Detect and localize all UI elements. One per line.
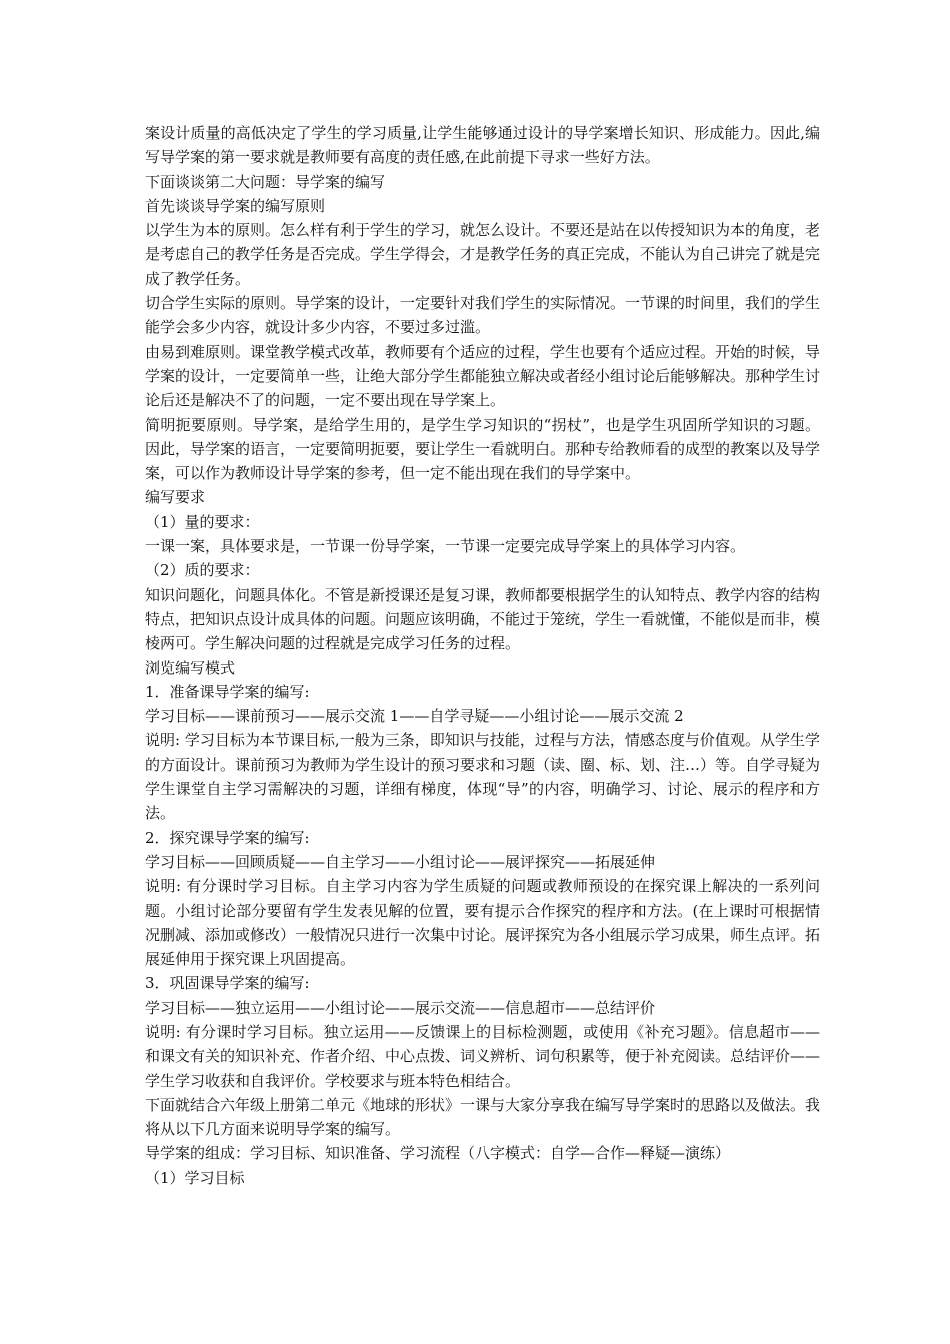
- paragraph: 说明: 有分课时学习目标。自主学习内容为学生质疑的问题或教师预设的在探究课上解决的一系列问题。小组讨论部分要留有学生发表见解的位置，要有提示合作探究的程序和方法。(在上课时可根据情况删减、添加或修改）一般情况只进行一次集中讨论。展评探究为各小组展示学习成果，师生点评。拓展延伸用于探究课上巩固提高。: [145, 877, 821, 969]
- paragraph: 以学生为本的原则。怎么样有利于学生的学习，就怎么设计。不要还是站在以传授知识为本的角度，老是考虑自己的教学任务是否完成。学生学得会，才是教学任务的真正完成，不能认为自己讲完了就是完成了教学任务。: [145, 221, 821, 288]
- list-item: （2）质的要求：: [145, 561, 260, 580]
- section-heading: 编写要求: [145, 488, 206, 507]
- paragraph: 知识问题化，问题具体化。不管是新授课还是复习课，教师都要根据学生的认知特点、教学内容的结构特点，把知识点设计成具体的问题。问题应该明确，不能过于笼统，学生一看就懂，不能似是而非，模棱两可。学生解决问题的过程就是完成学习任务的过程。: [145, 585, 821, 653]
- paragraph: 一课一案，具体要求是，一节课一份导学案，一节课一定要完成导学案上的具体学习内容。: [145, 537, 746, 556]
- paragraph: 学习目标——课前预习——展示交流 1——自学寻疑——小组讨论——展示交流 2: [145, 707, 684, 726]
- paragraph: 说明: 有分课时学习目标。独立运用——反馈课上的目标检测题，或使用《补充习题》。信息超市——和课文有关的知识补充、作者介绍、中心点拨、词义辨析、词句积累等，便于补充阅读。总结评价——学生学习收获和自我评价。学校要求与班本特色相结合。: [145, 1022, 821, 1090]
- list-item: （1）量的要求：: [145, 512, 260, 531]
- paragraph: 学习目标——回顾质疑——自主学习——小组讨论——展评探究——拓展延伸: [145, 852, 656, 871]
- list-item: （1）学习目标: [145, 1168, 245, 1187]
- paragraph: 切合学生实际的原则。导学案的设计，一定要针对我们学生的实际情况。一节课的时间里，我们的学生能学会多少内容，就设计多少内容，不要过多过滥。: [145, 294, 821, 337]
- list-item: 2．探究课导学案的编写:: [145, 828, 310, 847]
- paragraph: 案设计质量的高低决定了学生的学习质量,让学生能够通过设计的导学案增长知识、形成能力。因此,编写导学案的第一要求就是教师要有高度的责任感,在此前提下寻求一些好方法。: [145, 124, 820, 167]
- paragraph: 导学案的组成：学习目标、知识准备、学习流程（八字模式：自学—合作—释疑—演练）: [145, 1144, 731, 1163]
- document-body: [145, 121, 820, 1190]
- paragraph: 下面就结合六年级上册第二单元《地球的形状》一课与大家分享我在编写导学案时的思路以及做法。我将从以下几方面来说明导学案的编写。: [145, 1095, 821, 1139]
- list-item: 1．准备课导学案的编写:: [145, 682, 310, 701]
- paragraph: 由易到难原则。课堂教学模式改革，教师要有个适应的过程，学生也要有个适应过程。开始的时候，导学案的设计，一定要简单一些，让绝大部分学生都能独立解决或者经小组讨论后能够解决。那种学生讨论后还是解决不了的问题，一定不要出现在导学案上。: [145, 342, 821, 410]
- section-heading: 首先谈谈导学案的编写原则: [145, 196, 326, 215]
- paragraph: 说明: 学习目标为本节课目标,一般为三条，即知识与技能，过程与方法，情感态度与价值观。从学生学的方面设计。课前预习为教师为学生设计的预习要求和习题（读、圈、标、划、注…）等。自学寻疑为学生课堂自主学习需解决的习题，详细有梯度，体现“导”的内容，明确学习、讨论、展示的程序和方法。: [145, 731, 821, 823]
- list-item: 3．巩固课导学案的编写:: [145, 974, 310, 993]
- paragraph: 简明扼要原则。导学案，是给学生用的，是学生学习知识的“拐杖”，也是学生巩固所学知识的习题。因此，导学案的语言，一定要简明扼要，要让学生一看就明白。那种专给教师看的成型的教案以及导学案，可以作为教师设计导学案的参考，但一定不能出现在我们的导学案中。: [145, 415, 821, 483]
- paragraph: 学习目标——独立运用——小组讨论——展示交流——信息超市——总结评价: [145, 998, 656, 1017]
- section-heading: 下面谈谈第二大问题：导学案的编写: [145, 172, 386, 191]
- section-heading: 浏览编写模式: [145, 658, 236, 677]
